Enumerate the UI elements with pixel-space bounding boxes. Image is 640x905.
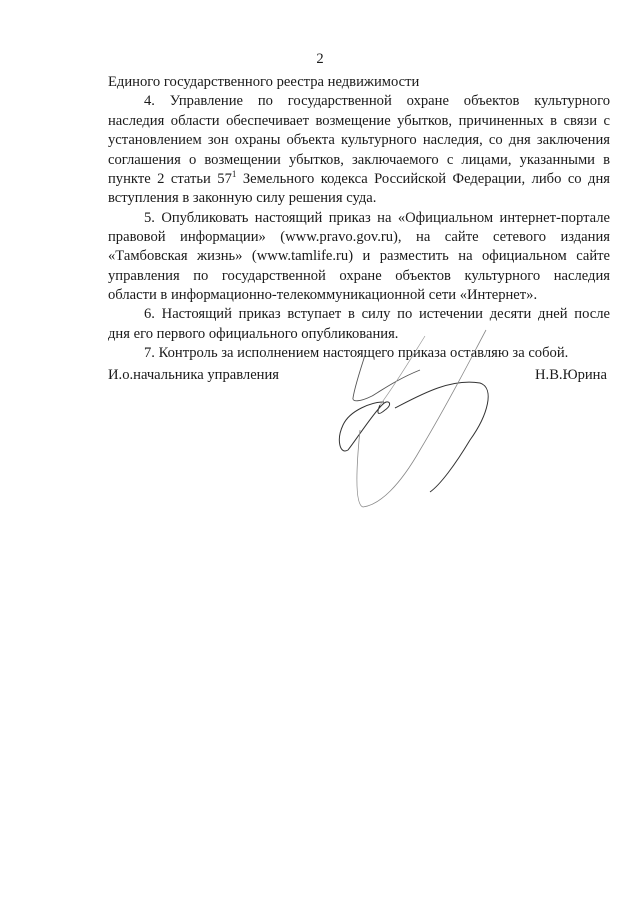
text-line: установлением зон охраны объекта культурного наследия, со дня заключения: [108, 132, 610, 148]
signatory-position: И.о.начальника управления: [108, 367, 280, 383]
text-line: вступления в законную силу решения суда.: [108, 190, 377, 206]
text-segment: пункте 2 статьи 57: [108, 171, 232, 187]
text-line: 7. Контроль за исполнением настоящего приказа оставляю за собой.: [144, 345, 569, 361]
signatory-name: Н.В.Юрина: [535, 367, 607, 383]
text-line: соглашения о возмещении убытков, заключаемого с лицами, указанными в: [108, 152, 610, 168]
text-line: дня его первого официального опубликования.: [108, 326, 399, 342]
text-line: правовой информации» (www.pravo.gov.ru), на сайте сетевого издания: [108, 229, 610, 245]
superscript: 1: [231, 169, 237, 180]
text-line: 6. Настоящий приказ вступает в силу по истечении десяти дней после: [144, 306, 610, 322]
text-line: области в информационно-телекоммуникационной сети «Интернет».: [108, 287, 538, 303]
text-segment: Земельного кодекса Российской Федерации, либо со дня: [236, 171, 610, 187]
text-line: наследия области обеспечивает возмещение убытков, причиненных в связи с: [108, 113, 610, 129]
text-line: 5. Опубликовать настоящий приказ на «Официальном интернет-портале: [144, 210, 610, 226]
text-line: «Тамбовская жизнь» (www.tamlife.ru) и разместить на официальном сайте: [108, 248, 610, 264]
page-number: 2: [316, 51, 324, 67]
text-line: 4. Управление по государственной охране объектов культурного: [144, 93, 610, 109]
text-line: управления по государственной охране объектов культурного наследия: [108, 268, 610, 284]
text-line: Единого государственного реестра недвижимости: [108, 74, 420, 90]
